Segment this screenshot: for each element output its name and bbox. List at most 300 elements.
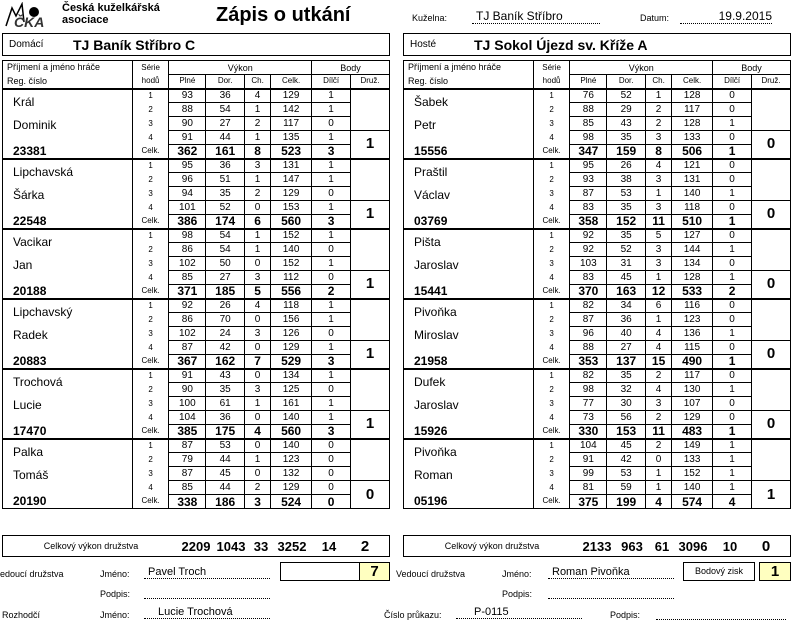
score-cell: 3 xyxy=(245,159,271,173)
player-firstname: Jaroslav xyxy=(404,257,534,285)
score-cell: 0 xyxy=(713,341,752,355)
col-celk-header: Celk. xyxy=(672,75,713,89)
score-cell: 90 xyxy=(169,117,206,131)
score-cell: 40 xyxy=(607,327,646,341)
team-point: 1 xyxy=(752,481,791,509)
score-cell: 0 xyxy=(713,397,752,411)
score-cell: 87 xyxy=(169,467,206,481)
home-points: 7 xyxy=(359,563,389,580)
serie-number: 1 xyxy=(533,159,570,173)
col-druz-header: Druž. xyxy=(752,75,791,89)
col-serie-header: Série xyxy=(132,61,169,75)
score-cell: 123 xyxy=(672,313,713,327)
player-surname: Lipchavský xyxy=(3,299,133,327)
player-reg: 17470 xyxy=(3,425,133,439)
player-reg: 03769 xyxy=(404,215,534,229)
date-value: 19.9.2015 xyxy=(680,9,772,24)
score-cell: 4 xyxy=(245,89,271,103)
score-cell: 133 xyxy=(672,131,713,145)
score-cell: 36 xyxy=(206,89,245,103)
score-cell: 140 xyxy=(672,187,713,201)
referee-sign-line xyxy=(656,619,786,620)
guest-summary-plne: 2133 xyxy=(582,538,612,554)
home-leader-name: Pavel Troch xyxy=(144,566,270,579)
team-point: 1 xyxy=(351,341,390,369)
score-cell: 95 xyxy=(570,159,607,173)
player-total-cell: 367 xyxy=(169,355,206,369)
serie-number: 1 xyxy=(533,369,570,383)
player-firstname: Lucie xyxy=(3,397,133,425)
home-sign-line xyxy=(144,598,270,599)
col-plne-header: Plné xyxy=(570,75,607,89)
home-summary-druz: 2 xyxy=(360,537,370,555)
player-firstname: Dominik xyxy=(3,117,133,145)
serie-number: 3 xyxy=(132,327,169,341)
score-cell: 4 xyxy=(245,299,271,313)
score-cell: 45 xyxy=(206,467,245,481)
score-cell: 1 xyxy=(646,89,672,103)
score-cell: 35 xyxy=(607,131,646,145)
player-surname: Palka xyxy=(3,439,133,467)
score-cell: 131 xyxy=(271,159,312,173)
score-cell: 1 xyxy=(312,341,351,355)
player-total-cell: 11 xyxy=(646,425,672,439)
serie-number: 1 xyxy=(132,299,169,313)
score-cell: 27 xyxy=(607,341,646,355)
player-total-cell: 7 xyxy=(245,355,271,369)
serie-number: 1 xyxy=(533,439,570,453)
col-serie2-header: hodů xyxy=(533,75,570,89)
score-cell: 0 xyxy=(713,131,752,145)
score-cell: 53 xyxy=(206,439,245,453)
player-surname: Trochová xyxy=(3,369,133,397)
team-point: 1 xyxy=(351,271,390,299)
score-cell: 3 xyxy=(245,383,271,397)
team-point: 0 xyxy=(752,201,791,229)
serie-number: 4 xyxy=(533,481,570,495)
score-cell: 90 xyxy=(169,383,206,397)
player-total-cell: 1 xyxy=(713,425,752,439)
player-total-cell: 385 xyxy=(169,425,206,439)
score-cell: 3 xyxy=(646,257,672,271)
score-cell: 98 xyxy=(570,383,607,397)
score-cell: 85 xyxy=(169,271,206,285)
score-cell: 1 xyxy=(312,89,351,103)
score-cell: 87 xyxy=(169,439,206,453)
player-total-cell: 3 xyxy=(312,145,351,159)
player-total-cell: 347 xyxy=(570,145,607,159)
score-cell: 0 xyxy=(713,103,752,117)
team-point: 0 xyxy=(752,131,791,159)
score-cell: 121 xyxy=(672,159,713,173)
score-cell: 0 xyxy=(713,89,752,103)
score-cell: 1 xyxy=(646,187,672,201)
player-total-cell: 523 xyxy=(271,145,312,159)
player-firstname: Šárka xyxy=(3,187,133,215)
celk-label: Celk. xyxy=(132,355,169,369)
score-cell: 1 xyxy=(713,439,752,453)
celk-label: Celk. xyxy=(533,355,570,369)
score-cell: 85 xyxy=(570,117,607,131)
team-point-spacer xyxy=(351,439,390,481)
score-cell: 96 xyxy=(169,173,206,187)
score-cell: 3 xyxy=(646,397,672,411)
serie-number: 4 xyxy=(132,201,169,215)
guest-side-label-text: Hosté xyxy=(410,39,437,50)
score-cell: 35 xyxy=(206,383,245,397)
referee-name: Lucie Trochová xyxy=(144,606,270,619)
guest-sign-line xyxy=(548,598,674,599)
score-cell: 88 xyxy=(570,103,607,117)
serie-number: 2 xyxy=(132,313,169,327)
alley-label: Kuželna: xyxy=(412,13,448,23)
player-total-cell: 330 xyxy=(570,425,607,439)
celk-label: Celk. xyxy=(132,285,169,299)
score-cell: 128 xyxy=(672,117,713,131)
col-name-header: Příjmení a jméno hráče xyxy=(3,61,133,75)
serie-number: 4 xyxy=(132,131,169,145)
score-cell: 0 xyxy=(312,453,351,467)
score-cell: 0 xyxy=(312,243,351,257)
score-cell: 24 xyxy=(206,327,245,341)
serie-number: 2 xyxy=(533,103,570,117)
team-point: 1 xyxy=(351,411,390,439)
score-cell: 93 xyxy=(570,173,607,187)
score-cell: 140 xyxy=(271,243,312,257)
home-players-table xyxy=(2,60,390,509)
team-point-spacer xyxy=(351,89,390,131)
player-total-cell: 159 xyxy=(607,145,646,159)
score-cell: 129 xyxy=(271,187,312,201)
score-cell: 43 xyxy=(607,117,646,131)
serie-number: 4 xyxy=(533,271,570,285)
score-cell: 1 xyxy=(713,243,752,257)
player-total-cell: 490 xyxy=(672,355,713,369)
score-cell: 156 xyxy=(271,313,312,327)
player-total-cell: 560 xyxy=(271,425,312,439)
player-total-cell: 8 xyxy=(646,145,672,159)
score-cell: 149 xyxy=(672,439,713,453)
score-cell: 1 xyxy=(312,369,351,383)
score-cell: 1 xyxy=(646,313,672,327)
guest-leader-name: Roman Pivoňka xyxy=(548,566,674,579)
score-cell: 0 xyxy=(245,369,271,383)
score-cell: 1 xyxy=(713,271,752,285)
score-cell: 27 xyxy=(206,271,245,285)
serie-number: 4 xyxy=(533,411,570,425)
team-point: 0 xyxy=(752,271,791,299)
player-total-cell: 3 xyxy=(312,425,351,439)
score-cell: 129 xyxy=(271,89,312,103)
player-surname: Pivoňka xyxy=(404,299,534,327)
celk-label: Celk. xyxy=(132,495,169,509)
serie-number: 3 xyxy=(533,327,570,341)
player-reg: 15441 xyxy=(404,285,534,299)
score-cell: 73 xyxy=(570,411,607,425)
serie-number: 4 xyxy=(533,131,570,145)
score-cell: 0 xyxy=(312,383,351,397)
player-total-cell: 1 xyxy=(713,145,752,159)
score-cell: 0 xyxy=(312,327,351,341)
score-cell: 93 xyxy=(169,89,206,103)
serie-number: 2 xyxy=(533,383,570,397)
team-point: 0 xyxy=(351,481,390,509)
score-cell: 112 xyxy=(271,271,312,285)
score-cell: 26 xyxy=(206,299,245,313)
score-cell: 128 xyxy=(672,271,713,285)
serie-number: 3 xyxy=(132,467,169,481)
player-total-cell: 524 xyxy=(271,495,312,509)
score-cell: 96 xyxy=(570,327,607,341)
score-cell: 1 xyxy=(713,383,752,397)
guest-leader-label: Vedoucí družstva xyxy=(396,569,466,579)
score-cell: 56 xyxy=(607,411,646,425)
score-cell: 61 xyxy=(206,397,245,411)
serie-number: 4 xyxy=(533,201,570,215)
team-point-spacer xyxy=(752,299,791,341)
score-cell: 3 xyxy=(245,327,271,341)
player-reg: 05196 xyxy=(404,495,534,509)
score-cell: 70 xyxy=(206,313,245,327)
score-cell: 3 xyxy=(646,201,672,215)
celk-label: Celk. xyxy=(533,495,570,509)
card-label: Číslo průkazu: xyxy=(384,610,442,620)
player-total-cell: 3 xyxy=(312,355,351,369)
home-summary-plne: 2209 xyxy=(181,538,211,554)
col-dor-header: Dor. xyxy=(206,75,245,89)
score-cell: 91 xyxy=(169,131,206,145)
score-cell: 4 xyxy=(646,341,672,355)
score-cell: 0 xyxy=(713,173,752,187)
score-cell: 52 xyxy=(206,201,245,215)
score-cell: 2 xyxy=(245,187,271,201)
score-cell: 35 xyxy=(607,201,646,215)
home-leader-name-label: Jméno: xyxy=(100,569,130,579)
score-cell: 0 xyxy=(713,159,752,173)
score-cell: 54 xyxy=(206,243,245,257)
score-cell: 131 xyxy=(672,173,713,187)
score-cell: 0 xyxy=(245,201,271,215)
score-cell: 36 xyxy=(206,159,245,173)
score-cell: 83 xyxy=(570,271,607,285)
player-firstname: Jaroslav xyxy=(404,397,534,425)
score-cell: 147 xyxy=(271,173,312,187)
guest-summary-celk: 3096 xyxy=(678,538,708,554)
score-cell: 53 xyxy=(607,187,646,201)
guest-summary xyxy=(403,535,791,557)
home-summary xyxy=(2,535,390,557)
score-cell: 30 xyxy=(607,397,646,411)
col-body-header: Body xyxy=(312,61,390,75)
score-cell: 0 xyxy=(646,453,672,467)
col-name-header: Příjmení a jméno hráče xyxy=(404,61,534,75)
guest-summary-druz: 0 xyxy=(761,537,771,555)
player-total-cell: 506 xyxy=(672,145,713,159)
score-cell: 128 xyxy=(672,89,713,103)
score-cell: 43 xyxy=(206,369,245,383)
player-total-cell: 174 xyxy=(206,215,245,229)
home-sign-label: Podpis: xyxy=(100,589,131,599)
player-total-cell: 556 xyxy=(271,285,312,299)
score-cell: 36 xyxy=(206,411,245,425)
player-firstname: Miroslav xyxy=(404,327,534,355)
col-vykon-header: Výkon xyxy=(169,61,312,75)
serie-number: 3 xyxy=(533,117,570,131)
player-total-cell: 560 xyxy=(271,215,312,229)
player-total-cell: 137 xyxy=(607,355,646,369)
score-cell: 87 xyxy=(570,187,607,201)
score-cell: 2 xyxy=(646,439,672,453)
score-cell: 35 xyxy=(206,187,245,201)
score-cell: 98 xyxy=(570,131,607,145)
score-cell: 1 xyxy=(312,411,351,425)
player-reg: 20188 xyxy=(3,285,133,299)
score-cell: 101 xyxy=(169,201,206,215)
logo xyxy=(4,2,44,28)
score-cell: 1 xyxy=(312,257,351,271)
serie-number: 2 xyxy=(533,173,570,187)
score-cell: 36 xyxy=(607,313,646,327)
team-point-spacer xyxy=(351,159,390,201)
celk-label: Celk. xyxy=(533,145,570,159)
score-cell: 0 xyxy=(312,439,351,453)
logo-text: ČKA xyxy=(14,14,45,30)
score-cell: 134 xyxy=(672,257,713,271)
score-cell: 104 xyxy=(169,411,206,425)
home-summary-ch: 33 xyxy=(253,538,269,554)
score-cell: 34 xyxy=(607,299,646,313)
score-cell: 129 xyxy=(271,481,312,495)
score-cell: 140 xyxy=(271,411,312,425)
score-cell: 2 xyxy=(646,103,672,117)
score-cell: 98 xyxy=(169,229,206,243)
player-total-cell: 3 xyxy=(312,215,351,229)
serie-number: 3 xyxy=(533,397,570,411)
col-dilci-header: Dílčí xyxy=(713,75,752,89)
player-total-cell: 153 xyxy=(607,425,646,439)
score-cell: 54 xyxy=(206,229,245,243)
score-cell: 42 xyxy=(607,453,646,467)
serie-number: 2 xyxy=(533,453,570,467)
score-cell: 82 xyxy=(570,299,607,313)
score-cell: 144 xyxy=(672,243,713,257)
player-total-cell: 483 xyxy=(672,425,713,439)
player-total-cell: 15 xyxy=(646,355,672,369)
player-total-cell: 358 xyxy=(570,215,607,229)
serie-number: 1 xyxy=(132,229,169,243)
score-cell: 94 xyxy=(169,187,206,201)
score-cell: 1 xyxy=(312,131,351,145)
serie-number: 3 xyxy=(132,117,169,131)
col-reg-header: Reg. číslo xyxy=(3,75,133,89)
player-total-cell: 510 xyxy=(672,215,713,229)
score-cell: 130 xyxy=(672,383,713,397)
player-total-cell: 386 xyxy=(169,215,206,229)
player-total-cell: 12 xyxy=(646,285,672,299)
serie-number: 2 xyxy=(132,103,169,117)
score-cell: 92 xyxy=(570,243,607,257)
score-cell: 118 xyxy=(271,299,312,313)
guest-summary-dor: 963 xyxy=(621,538,643,554)
player-total-cell: 4 xyxy=(245,425,271,439)
score-cell: 1 xyxy=(245,453,271,467)
score-cell: 3 xyxy=(646,131,672,145)
player-total-cell: 362 xyxy=(169,145,206,159)
team-point: 0 xyxy=(752,341,791,369)
score-cell: 1 xyxy=(713,187,752,201)
score-cell: 136 xyxy=(672,327,713,341)
serie-number: 3 xyxy=(533,187,570,201)
score-cell: 0 xyxy=(245,341,271,355)
score-cell: 100 xyxy=(169,397,206,411)
score-cell: 1 xyxy=(646,481,672,495)
score-cell: 45 xyxy=(607,439,646,453)
player-total-cell: 529 xyxy=(271,355,312,369)
score-cell: 4 xyxy=(646,327,672,341)
org-name-line2: asociace xyxy=(62,14,109,26)
score-cell: 0 xyxy=(713,201,752,215)
player-total-cell: 4 xyxy=(713,495,752,509)
score-cell: 2 xyxy=(245,481,271,495)
player-total-cell: 574 xyxy=(672,495,713,509)
home-team-bar xyxy=(2,33,390,56)
alley-value: TJ Baník Stříbro xyxy=(472,9,600,24)
player-total-cell: 11 xyxy=(646,215,672,229)
bodovy-zisk-box xyxy=(683,562,791,581)
score-cell: 132 xyxy=(271,467,312,481)
guest-points: 1 xyxy=(759,562,791,581)
serie-number: 2 xyxy=(132,173,169,187)
player-reg: 20190 xyxy=(3,495,133,509)
player-firstname: Roman xyxy=(404,467,534,495)
score-cell: 0 xyxy=(713,299,752,313)
score-cell: 117 xyxy=(672,369,713,383)
serie-number: 3 xyxy=(132,257,169,271)
score-cell: 3 xyxy=(646,173,672,187)
col-dilci-header: Dílčí xyxy=(312,75,351,89)
player-firstname: Jan xyxy=(3,257,133,285)
referee-sign-label: Podpis: xyxy=(610,610,641,620)
col-vykon-header: Výkon xyxy=(570,61,713,75)
score-cell: 81 xyxy=(570,481,607,495)
player-surname: Pišta xyxy=(404,229,534,257)
team-point: 1 xyxy=(351,201,390,229)
score-cell: 0 xyxy=(312,117,351,131)
player-total-cell: 338 xyxy=(169,495,206,509)
score-cell: 88 xyxy=(169,103,206,117)
score-cell: 1 xyxy=(245,131,271,145)
guest-leader-name-label: Jméno: xyxy=(502,569,532,579)
celk-label: Celk. xyxy=(533,425,570,439)
guest-summary-dilci: 10 xyxy=(722,538,738,554)
score-cell: 82 xyxy=(570,369,607,383)
serie-number: 2 xyxy=(132,453,169,467)
serie-number: 2 xyxy=(533,313,570,327)
score-cell: 0 xyxy=(713,313,752,327)
score-cell: 103 xyxy=(570,257,607,271)
player-total-cell: 186 xyxy=(206,495,245,509)
serie-number: 3 xyxy=(132,397,169,411)
score-cell: 126 xyxy=(271,327,312,341)
score-cell: 4 xyxy=(646,159,672,173)
score-cell: 153 xyxy=(271,201,312,215)
score-cell: 117 xyxy=(672,103,713,117)
score-cell: 53 xyxy=(607,467,646,481)
score-cell: 2 xyxy=(245,117,271,131)
celk-label: Celk. xyxy=(132,425,169,439)
score-cell: 83 xyxy=(570,201,607,215)
score-cell: 1 xyxy=(713,453,752,467)
